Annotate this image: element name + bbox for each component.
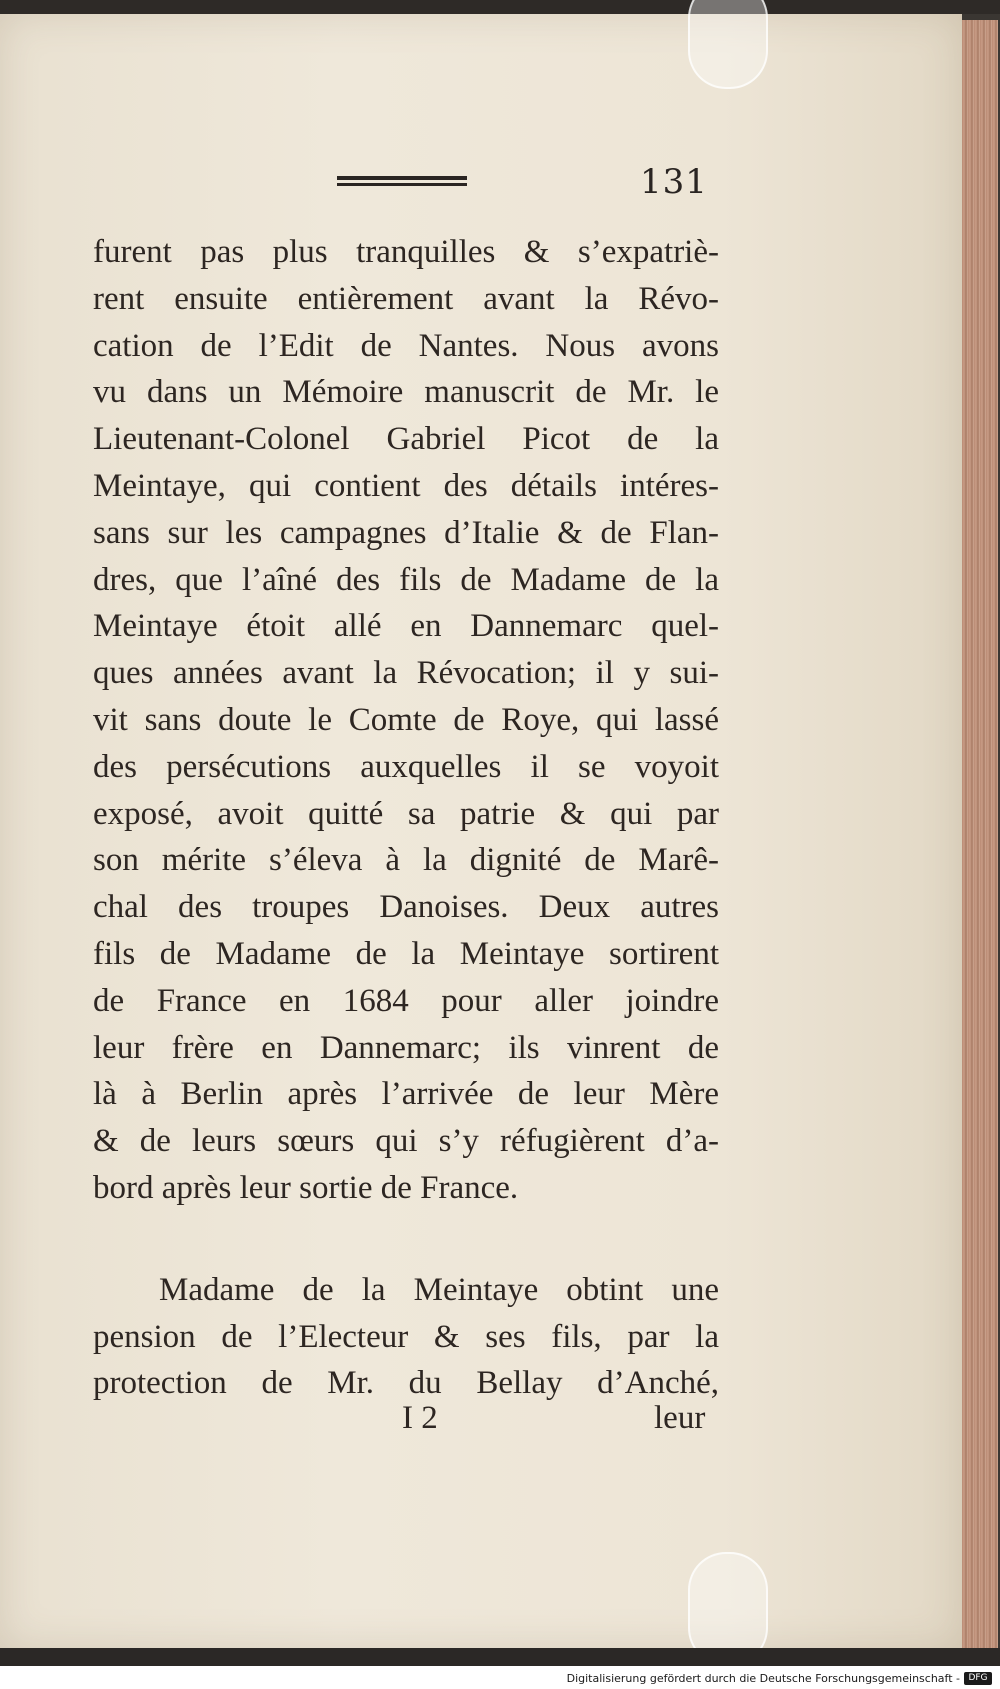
- text-line: Meintaye étoit allé en Dannemarc quel-: [93, 608, 719, 645]
- page-number: 131: [640, 162, 708, 202]
- body-text: [93, 229, 719, 1407]
- text-line: bord après leur sortie de France.: [93, 1169, 519, 1206]
- text-line: fils de Madame de la Meintaye sortirent: [93, 935, 719, 972]
- digitization-credit: Digitalisierung gefördert durch die Deutsche Forschungsgemeinschaft -: [566, 1672, 960, 1685]
- text-line: des persécutions auxquelles il se voyoit: [93, 748, 719, 785]
- text-line: leur frère en Dannemarc; ils vinrent de: [93, 1029, 719, 1066]
- text-line: de France en 1684 pour aller joindre: [93, 982, 719, 1019]
- catchword: leur: [654, 1400, 706, 1436]
- text-line: là à Berlin après l’arrivée de leur Mère: [93, 1076, 719, 1113]
- signature-mark: I 2: [402, 1400, 438, 1436]
- text-line: protection de Mr. du Bellay d’Anché,: [93, 1365, 719, 1402]
- text-line: cation de l’Edit de Nantes. Nous avons: [93, 327, 719, 364]
- header-rule: [337, 176, 467, 186]
- book-binding-top: [0, 0, 1000, 14]
- text-line: Lieutenant-Colonel Gabriel Picot de la: [93, 421, 719, 458]
- paragraph-gap: [93, 1212, 719, 1267]
- text-line: Meintaye, qui contient des détails intéres-: [93, 467, 719, 504]
- text-line: vit sans doute le Comte de Roye, qui lassé: [93, 701, 719, 738]
- dfg-logo: DFG: [964, 1672, 992, 1685]
- page-clip-top: [688, 0, 768, 89]
- page-edges: [962, 20, 998, 1650]
- text-line: exposé, avoit quitté sa patrie & qui par: [93, 795, 719, 832]
- text-line: vu dans un Mémoire manuscrit de Mr. le: [93, 374, 719, 411]
- text-line: dres, que l’aîné des fils de Madame de la: [93, 561, 719, 598]
- text-line: ques années avant la Révocation; il y sui-: [93, 655, 719, 692]
- book-page: [0, 14, 962, 1648]
- text-line: sans sur les campagnes d’Italie & de Flan-: [93, 514, 719, 551]
- text-line: son mérite s’éleva à la dignité de Marê-: [93, 842, 719, 879]
- text-line: pension de l’Electeur & ses fils, par la: [93, 1318, 719, 1355]
- text-line: & de leurs sœurs qui s’y réfugièrent d’a-: [93, 1123, 719, 1160]
- text-line: Madame de la Meintaye obtint une: [159, 1271, 719, 1308]
- text-line: chal des troupes Danoises. Deux autres: [93, 889, 719, 926]
- text-line: furent pas plus tranquilles & s’expatriè-: [93, 234, 719, 270]
- text-line: rent ensuite entièrement avant la Révo-: [93, 280, 719, 317]
